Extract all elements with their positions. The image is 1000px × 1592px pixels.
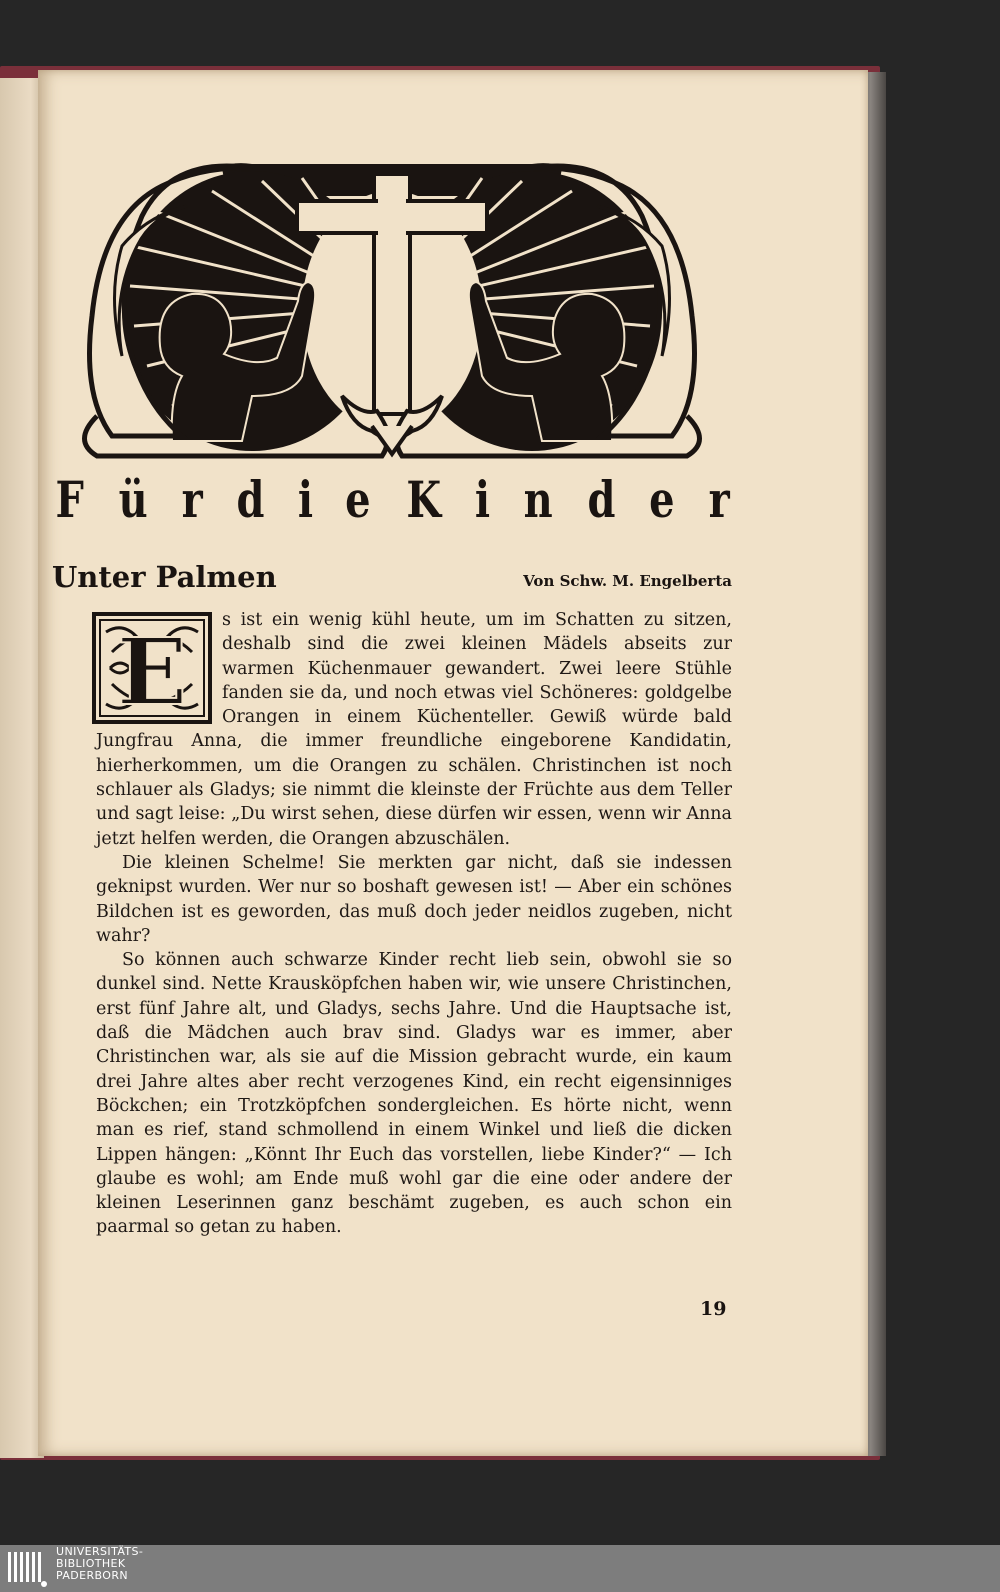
title-letter: d xyxy=(236,470,265,529)
title-letter: i xyxy=(474,470,491,529)
ornamental-dropcap xyxy=(92,612,212,724)
title-letter: r xyxy=(181,470,203,529)
library-logo-icon xyxy=(6,1548,50,1590)
library-footer-bar xyxy=(0,1545,1000,1592)
library-name-line: PADERBORN xyxy=(56,1569,129,1582)
title-letter: i xyxy=(297,470,313,529)
title-letter: K xyxy=(406,470,441,529)
praying-children-cross-illustration xyxy=(52,96,732,466)
title-letter: ü xyxy=(118,470,148,529)
title-letter: e xyxy=(649,470,675,529)
library-name-line: BIBLIOTHEK xyxy=(56,1557,126,1570)
story-author: Von Schw. M. Engelberta xyxy=(523,572,732,590)
title-letter: r xyxy=(708,470,730,529)
story-paragraph-2: Die kleinen Schelme! Sie merkten gar nicht, daß sie indessen geknipst wurden. Wer nur so boshaft gewesen ist! — Aber ein schönes Bildchen ist es geworden, das muß doch jeder neidlos zugeben, nicht wahr? xyxy=(96,852,732,946)
page-number: 19 xyxy=(700,1298,727,1320)
story-heading xyxy=(52,560,732,604)
title-letter: n xyxy=(523,470,553,529)
story-paragraph-1: s ist ein wenig kühl heute, um im Schatten zu sitzen, deshalb sind die zwei kleinen Mädels abseits zur warmen Küchenmauer gewandert. Zwei leere Stühle fanden sie da, und noch etwas viel Schöneres: goldgelbe Orangen in einem Küchenteller. Gewiß würde bald Jungfrau Anna, die immer freundliche eingeborene Kandidatin, hierherkommen, um die Orangen zu schälen. Christinchen ist noch schlauer als Gladys; sie nimmt die kleinste der Früchte aus dem Teller und sagt leise: „Du wirst sehen, diese dürfen wir essen, wenn wir Anna jetzt helfen werden, die Orangen abzuschälen. xyxy=(96,610,732,849)
title-letter: F xyxy=(55,470,84,529)
story-title: Unter Palmen xyxy=(52,560,277,594)
title-letter: d xyxy=(587,470,616,529)
story-text xyxy=(96,608,732,1240)
dropcap-letter: E xyxy=(116,618,188,724)
title-letter: e xyxy=(345,470,372,529)
library-name xyxy=(56,1546,143,1582)
library-name-line: UNIVERSITÄTS- xyxy=(56,1545,144,1558)
story-paragraph-3: So können auch schwarze Kinder recht lieb sein, obwohl sie so dunkel sind. Nette Krausköpfchen haben wir, wie unsere Christinchen, erst fünf Jahre alt, und Gladys, sechs Jahre. Und die Hauptsache ist, daß die Mädchen auch brav sind. Gladys war es immer, aber Christinchen war, als sie auf die Mission gebracht wurde, ein kaum drei Jahre altes aber recht verzogenes Kind, ein recht eigensinniges Böckchen; ein Trotzköpfchen sondergleichen. Es hörte nicht, wenn man es rief, stand schmollend in einem Winkel und ließ die dicken Lippen hängen: „Könnt Ihr Euch das vorstellen, liebe Kinder?“ — Ich glaube es wohl; am Ende muß wohl gar die eine oder andere der kleinen Leserinnen ganz beschämt zugeben, es auch schon ein paarmal so getan zu haben. xyxy=(96,950,732,1238)
section-title-fuer-die-kinder xyxy=(52,470,732,529)
